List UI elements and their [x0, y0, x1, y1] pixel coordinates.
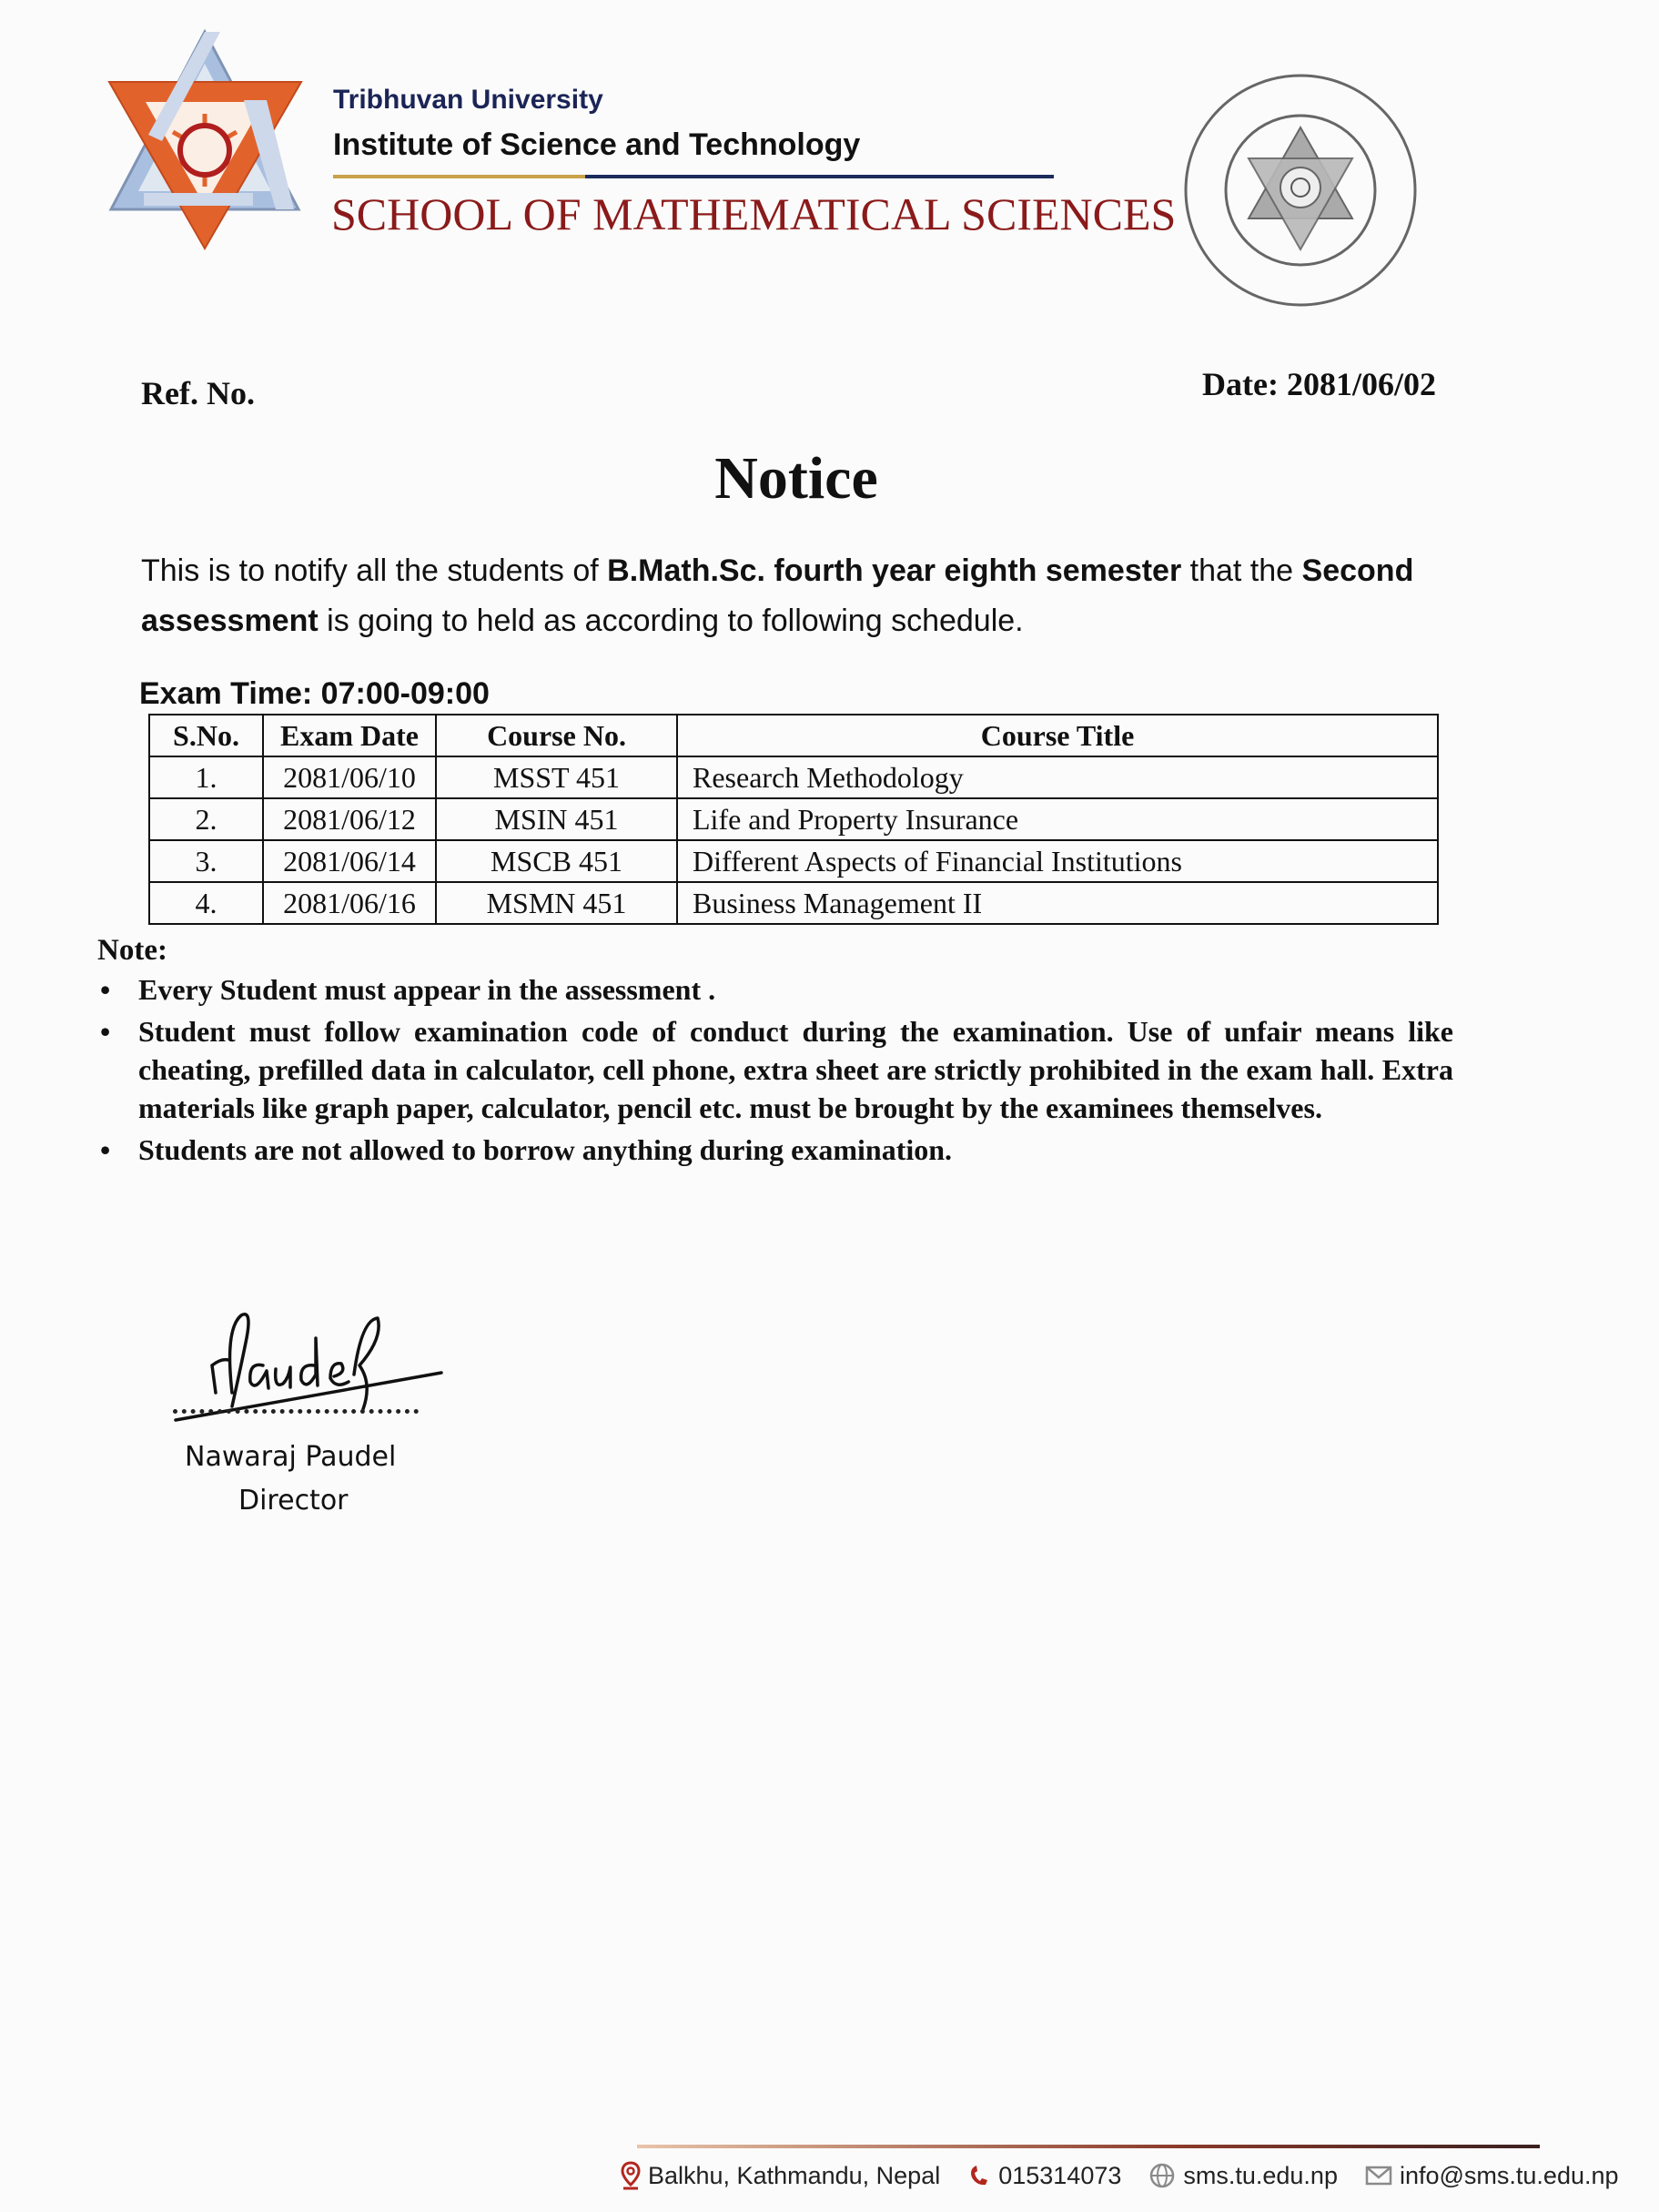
table-row: [149, 756, 1438, 798]
footer-website[interactable]: sms.tu.edu.np: [1183, 2162, 1338, 2189]
notes-list: [97, 970, 1453, 1172]
location-pin-icon: [621, 2161, 641, 2190]
assessment-name: Second assessment: [141, 553, 1414, 638]
phone-icon: [967, 2163, 991, 2188]
ref-number: Ref. No.: [141, 375, 255, 411]
intro-text: that the: [1181, 553, 1302, 588]
footer-divider: [637, 2145, 1540, 2148]
exam-schedule-table: [148, 714, 1439, 925]
cell-exam-date: 2081/06/10: [263, 756, 436, 798]
institute-name: Institute of Science and Technology: [333, 127, 861, 162]
cell-course-title: Business Management II: [677, 882, 1438, 924]
signature-line: [173, 1409, 419, 1414]
official-seal: [1181, 71, 1420, 309]
bullet-icon: •: [100, 1015, 111, 1048]
note-text: Students are not allowed to borrow anything during examination.: [138, 1133, 953, 1166]
cell-sno: 4.: [149, 882, 263, 924]
table-row: [149, 840, 1438, 882]
tu-logo: [107, 27, 303, 250]
signer-name: Nawaraj Paudel: [185, 1441, 397, 1473]
cell-course-no: MSIN 451: [436, 798, 677, 840]
cell-course-title: Research Methodology: [677, 756, 1438, 798]
col-header-course-title: Course Title: [677, 715, 1438, 756]
notice-date: Date: 2081/06/02: [1202, 366, 1436, 402]
program-name: B.Math.Sc. fourth year eighth semester: [607, 553, 1182, 588]
official-seal-icon: [1186, 76, 1415, 305]
globe-icon: [1148, 2162, 1176, 2189]
exam-time: Exam Time: 07:00-09:00: [139, 676, 490, 711]
bullet-icon: •: [100, 1133, 111, 1166]
cell-sno: 3.: [149, 840, 263, 882]
note-text: Every Student must appear in the assessment .: [138, 973, 716, 1006]
footer-contact: [621, 2159, 1640, 2192]
cell-course-no: MSST 451: [436, 756, 677, 798]
note-item: [97, 1131, 1453, 1169]
note-item: [97, 970, 1453, 1009]
header-divider: [333, 175, 1054, 178]
intro-text: This is to notify all the students of: [141, 553, 608, 588]
cell-sno: 2.: [149, 798, 263, 840]
footer-address: Balkhu, Kathmandu, Nepal: [648, 2162, 941, 2189]
handwritten-signature: [168, 1302, 450, 1438]
cell-exam-date: 2081/06/14: [263, 840, 436, 882]
page-title: Notice: [714, 445, 878, 512]
mail-icon: [1365, 2165, 1392, 2187]
note-item: [97, 1012, 1453, 1127]
col-header-course-no: Course No.: [436, 715, 677, 756]
signer-title: Director: [238, 1485, 349, 1517]
cell-exam-date: 2081/06/16: [263, 882, 436, 924]
bullet-icon: •: [100, 973, 111, 1006]
tu-star-logo-icon: [109, 32, 301, 249]
col-header-exam-date: Exam Date: [263, 715, 436, 756]
cell-exam-date: 2081/06/12: [263, 798, 436, 840]
cell-course-no: MSMN 451: [436, 882, 677, 924]
table-row: [149, 798, 1438, 840]
school-name: SCHOOL OF MATHEMATICAL SCIENCES: [331, 188, 1177, 239]
cell-sno: 1.: [149, 756, 263, 798]
cell-course-title: Different Aspects of Financial Institutions: [677, 840, 1438, 882]
cell-course-title: Life and Property Insurance: [677, 798, 1438, 840]
cell-course-no: MSCB 451: [436, 840, 677, 882]
col-header-sno: S.No.: [149, 715, 263, 756]
intro-text: is going to held as according to following schedule.: [318, 604, 1024, 638]
footer-email[interactable]: info@sms.tu.edu.np: [1399, 2162, 1619, 2189]
table-header-row: [149, 715, 1438, 756]
university-name: Tribhuvan University: [333, 85, 603, 115]
table-row: [149, 882, 1438, 924]
notice-body: [141, 546, 1461, 646]
note-label: Note:: [97, 934, 167, 967]
note-text: Student must follow examination code of conduct during the examination. Use of unfair means like cheating, prefilled data in calculator, cell phone, extra sheet are strictly prohibited in the exam hall. Extra materials like graph paper, calculator, pencil etc. must be brought by the examinees themselves.: [138, 1015, 1453, 1124]
footer-phone: 015314073: [998, 2162, 1122, 2189]
